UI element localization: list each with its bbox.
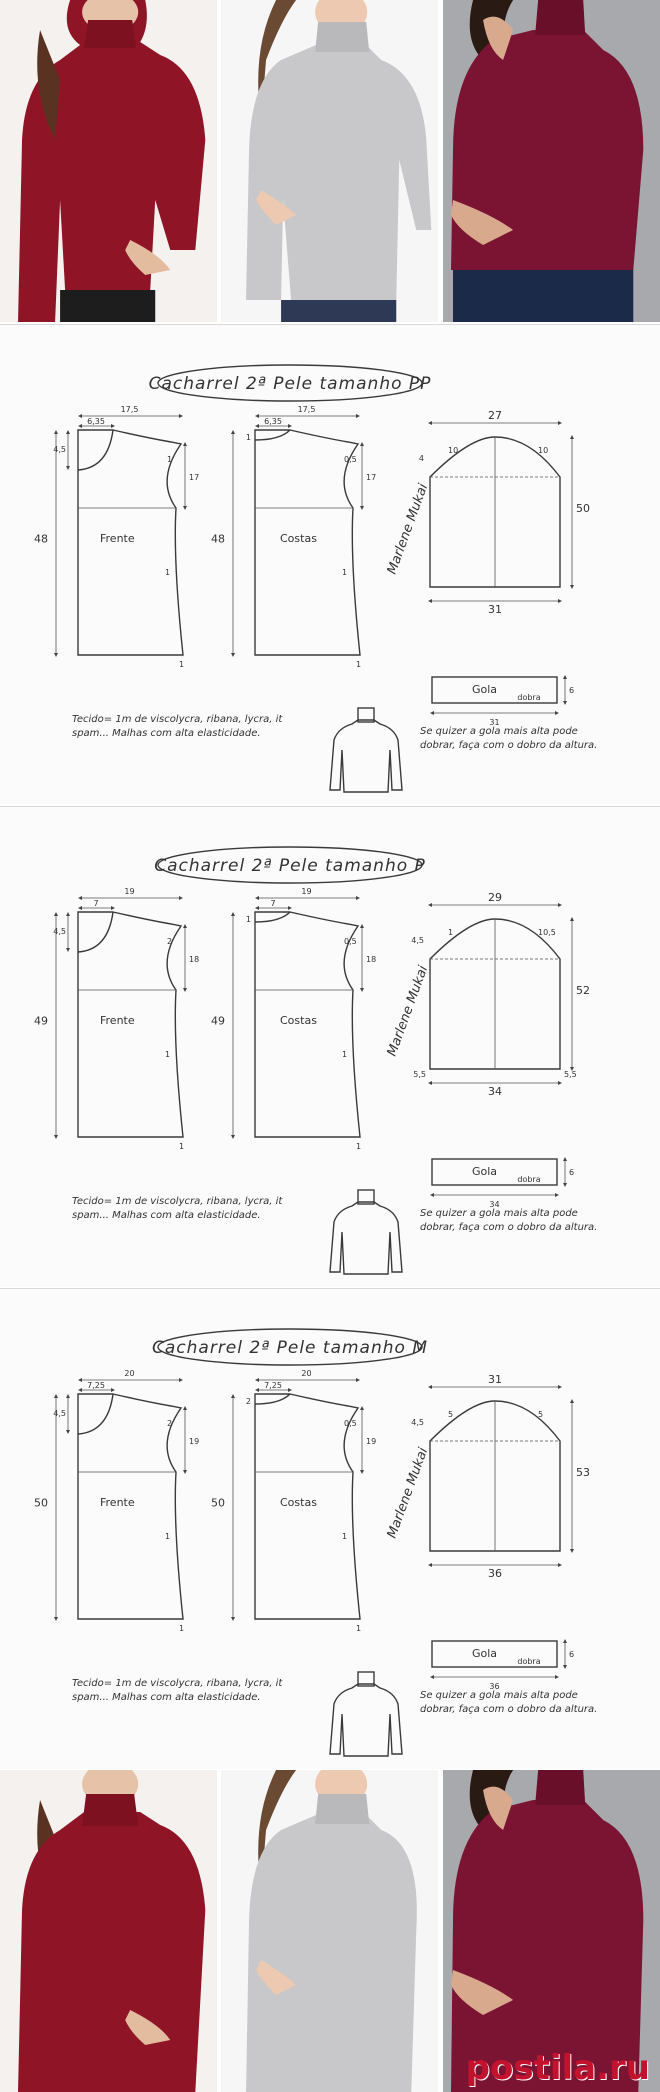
back-length-label: 48 [211, 532, 225, 546]
grey-turtleneck-photo-2 [221, 1770, 438, 2092]
sleeve-top-width-label: 27 [488, 409, 502, 422]
sleeve-cap-left-label: 5 [448, 1410, 454, 1419]
sleeve-cap-right-label: 5 [538, 1410, 544, 1419]
back-length-label: 49 [211, 1014, 225, 1028]
turtleneck-sketch [330, 1672, 402, 1756]
watermark-logo: postila.ru [465, 2048, 650, 2088]
fabric-note: Tecido= 1m de viscolycra, ribana, lycra, it spam... Malhas com alta elasticidade. [72, 714, 283, 739]
sleeve-cap-height-label: 4,5 [411, 1418, 424, 1427]
top-photo-row [0, 0, 660, 322]
front-length-label: 48 [34, 532, 48, 546]
back-label: Costas [280, 1014, 317, 1027]
collar-height-label: 6 [569, 1650, 575, 1659]
collar-note: Se quizer a gola mais alta pode dobrar, faça com o dobro da altura. [420, 726, 598, 751]
front-shoulder-drop-label: 2 [167, 1419, 173, 1428]
fabric-note: Tecido= 1m de viscolycra, ribana, lycra, it spam... Malhas com alta elasticidade. [72, 1196, 283, 1221]
front-side-in-label: 1 [165, 1532, 171, 1541]
front-armhole-label: 19 [189, 1437, 200, 1446]
bottom-photo-row [0, 1770, 660, 2092]
collar-label: Gola [471, 1165, 498, 1178]
back-armhole-offset-label: 0,5 [344, 1419, 357, 1428]
front-neck-width-label: 7 [93, 899, 99, 908]
back-neckline [255, 1394, 290, 1404]
back-neckline [255, 430, 290, 440]
collar-label: Gola [471, 683, 498, 696]
turtleneck-sketch [330, 708, 402, 792]
front-side-in-label: 1 [165, 1050, 171, 1059]
pattern-sheet-m [0, 1288, 660, 1769]
front-label: Frente [100, 1496, 135, 1509]
front-armhole-label: 17 [189, 473, 200, 482]
pattern-drawing [0, 807, 660, 1287]
designer-signature: Marlene Mukai [384, 1445, 432, 1541]
collar-note-box [420, 1689, 605, 1749]
pattern-drawing [0, 325, 660, 805]
front-neckline [78, 1394, 113, 1434]
collar-height-label: 6 [569, 686, 575, 695]
wine-turtleneck-photo-2 [443, 1770, 660, 2092]
sleeve-top-width-label: 31 [488, 1373, 502, 1386]
sleeve-cap-height-label: 4 [418, 454, 424, 463]
back-neck-width-label: 7,25 [264, 1381, 282, 1390]
designer-signature: Marlene Mukai [384, 963, 432, 1059]
front-shoulder-drop-label: 2 [167, 937, 173, 946]
collar-note: Se quizer a gola mais alta pode dobrar, faça com o dobro da altura. [420, 1690, 598, 1715]
back-armhole-offset-label: 0,5 [344, 937, 357, 946]
back-neckline [255, 912, 290, 922]
front-hem-label: 1 [179, 1624, 185, 1633]
sleeve-bottom-width-label: 31 [488, 603, 502, 616]
front-neck-drop-label: 4,5 [53, 1409, 66, 1418]
pattern-sheet-p [0, 806, 660, 1287]
back-armhole-label: 17 [366, 473, 377, 482]
sleeve-bottom-width-label: 34 [488, 1085, 502, 1098]
back-neck-width-label: 6,35 [264, 417, 282, 426]
back-length-label: 50 [211, 1496, 225, 1510]
front-neck-drop-label: 4,5 [53, 927, 66, 936]
sleeve-length-label: 52 [576, 984, 590, 997]
front-neckline [78, 430, 113, 470]
pattern-title: Cacharrel 2ª Pele tamanho M [152, 1338, 428, 1358]
front-neck-width-label: 7,25 [87, 1381, 105, 1390]
back-label: Costas [280, 1496, 317, 1509]
collar-fold-label: dobra [517, 1175, 541, 1184]
turtleneck-sketch [330, 1190, 402, 1274]
back-width-label: 17,5 [297, 405, 316, 414]
sleeve-length-label: 50 [576, 502, 590, 515]
sleeve-cap-height-label: 4,5 [411, 936, 424, 945]
collar-label: Gola [471, 1647, 498, 1660]
collar-width-label: 36 [489, 1682, 500, 1691]
burgundy-turtleneck-photo [0, 0, 217, 322]
front-length-label: 49 [34, 1014, 48, 1028]
sleeve-top-width-label: 29 [488, 891, 502, 904]
fabric-note-box [72, 1677, 322, 1747]
pattern-title: Cacharrel 2ª Pele tamanho P [154, 856, 426, 876]
designer-signature: Marlene Mukai [384, 481, 432, 577]
front-neck-drop-label: 4,5 [53, 445, 66, 454]
back-side-in-label: 1 [342, 1050, 348, 1059]
front-hem-label: 1 [179, 660, 185, 669]
pattern-drawing [0, 1289, 660, 1769]
front-length-label: 50 [34, 1496, 48, 1510]
fabric-note-box [72, 1195, 322, 1265]
grey-turtleneck-photo [221, 0, 438, 322]
collar-note: Se quizer a gola mais alta pode dobrar, faça com o dobro da altura. [420, 1208, 598, 1233]
collar-note-box [420, 725, 605, 785]
back-neck-drop-label: 1 [245, 433, 251, 442]
front-side-in-label: 1 [165, 568, 171, 577]
front-shoulder-drop-label: 1 [167, 455, 173, 464]
collar-fold-label: dobra [517, 1657, 541, 1666]
back-neck-drop-label: 1 [245, 915, 251, 924]
sleeve-cap-left-label: 1 [448, 928, 454, 937]
wine-turtleneck-photo [443, 0, 660, 322]
back-hem-label: 1 [356, 1142, 362, 1151]
fabric-note: Tecido= 1m de viscolycra, ribana, lycra, it spam... Malhas com alta elasticidade. [72, 1678, 283, 1703]
front-width-label: 19 [124, 887, 135, 896]
sleeve-length-label: 53 [576, 1466, 590, 1479]
back-armhole-offset-label: 0,5 [344, 455, 357, 464]
back-width-label: 20 [301, 1369, 312, 1378]
back-side-in-label: 1 [342, 1532, 348, 1541]
front-hem-label: 1 [179, 1142, 185, 1151]
sleeve-cap-left-label: 10 [448, 446, 459, 455]
collar-width-label: 34 [489, 1200, 500, 1209]
pattern-sheet-pp [0, 324, 660, 805]
front-armhole-label: 18 [189, 955, 200, 964]
back-hem-label: 1 [356, 660, 362, 669]
front-neckline [78, 912, 113, 952]
collar-height-label: 6 [569, 1168, 575, 1177]
front-width-label: 17,5 [120, 405, 139, 414]
sleeve-bottom-width-label: 36 [488, 1567, 502, 1580]
fabric-note-box [72, 713, 322, 783]
collar-note-box [420, 1207, 605, 1267]
sleeve-hem-left-label: 5,5 [413, 1070, 426, 1079]
back-side-in-label: 1 [342, 568, 348, 577]
collar-fold-label: dobra [517, 693, 541, 702]
back-neck-width-label: 7 [270, 899, 276, 908]
sleeve-cap-right-label: 10,5 [538, 928, 556, 937]
front-label: Frente [100, 532, 135, 545]
back-width-label: 19 [301, 887, 312, 896]
sleeve-hem-right-label: 5,5 [564, 1070, 577, 1079]
pattern-title: Cacharrel 2ª Pele tamanho PP [148, 374, 432, 394]
back-armhole-label: 19 [366, 1437, 377, 1446]
back-hem-label: 1 [356, 1624, 362, 1633]
back-label: Costas [280, 532, 317, 545]
collar-width-label: 31 [489, 718, 500, 727]
back-neck-drop-label: 2 [245, 1397, 251, 1406]
front-neck-width-label: 6,35 [87, 417, 105, 426]
burgundy-turtleneck-photo-2 [0, 1770, 217, 2092]
front-width-label: 20 [124, 1369, 135, 1378]
sleeve-cap-right-label: 10 [538, 446, 549, 455]
back-armhole-label: 18 [366, 955, 377, 964]
front-label: Frente [100, 1014, 135, 1027]
